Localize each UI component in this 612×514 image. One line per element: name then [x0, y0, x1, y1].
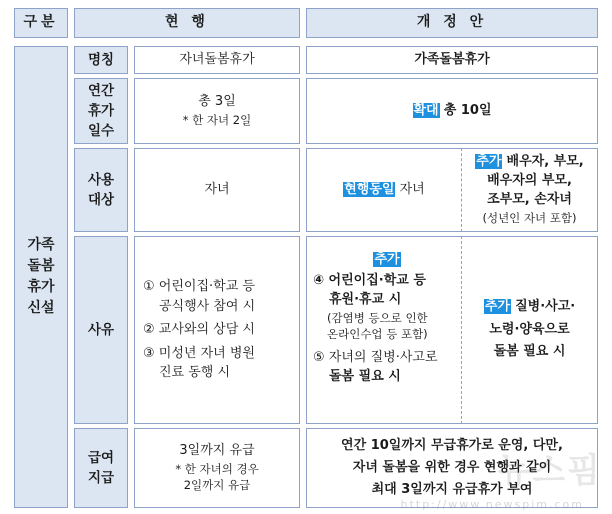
row-name-proposal-text: 가족돌봄휴가	[414, 51, 490, 67]
side-label-3: 휴가	[27, 279, 55, 295]
reason-proposal-5a: ⑤ 자녀의 질병·사고로	[313, 349, 438, 365]
reason-proposal-4d: 온라인수업 등 포함)	[327, 327, 428, 342]
row-target-right-3: 조부모, 손자녀	[487, 192, 572, 208]
row-pay-label-2: 지급	[87, 470, 115, 486]
row-name-label-text: 명칭	[87, 51, 115, 68]
reason-right-2: 노령·양육으로	[489, 321, 570, 337]
row-target-proposal-left-text: 자녀	[399, 181, 425, 197]
reason-proposal-4a: ④ 어린이집·학교 등	[313, 272, 426, 288]
pay-proposal-2: 자녀 돌봄을 위한 경우 현행과 같이	[352, 459, 552, 475]
tag-add-target: 추가	[476, 154, 502, 170]
tag-add-reason: 추가	[374, 252, 400, 267]
pay-proposal-3: 최대 3일까지 유급휴가 부여	[371, 482, 533, 498]
row-days-label-2: 휴가	[87, 102, 115, 119]
tag-add-reason-right: 추가	[484, 298, 510, 314]
row-reason-label-text: 사유	[87, 321, 115, 338]
pay-current-note1: * 한 자녀의 경우	[175, 461, 259, 476]
row-pay-current	[134, 428, 300, 508]
row-reason-proposal-left	[306, 236, 462, 424]
row-name-current	[134, 46, 300, 74]
row-reason-proposal-right	[462, 236, 598, 424]
row-days-proposal-text: 총 10일	[443, 102, 492, 118]
row-name-current-text: 자녀돌봄휴가	[179, 51, 255, 67]
reason-proposal-4c: (감염병 등으로 인한	[327, 310, 428, 325]
pay-current-note2: 2일까지 유급	[183, 478, 251, 493]
row-reason-label	[74, 236, 128, 424]
row-days-current	[134, 78, 300, 144]
header-proposal-text: 개 정 안	[416, 14, 488, 31]
row-target-right-1: 배우자, 부모,	[506, 154, 584, 170]
row-target-current	[134, 148, 300, 232]
row-name-label	[74, 46, 128, 74]
row-days-label-3: 일수	[87, 123, 115, 140]
row-pay-proposal	[306, 428, 598, 508]
reason-current-2: ② 교사와의 상담 시	[143, 322, 255, 338]
row-pay-label-1: 급여	[87, 449, 115, 466]
row-target-current-text: 자녀	[204, 181, 230, 197]
row-name-proposal	[306, 46, 598, 74]
row-days-label-1: 연간	[87, 82, 115, 99]
tag-expand: 확대	[413, 102, 439, 118]
side-label-1: 가족	[27, 237, 55, 253]
watermark-url: http://www.newspim.com	[400, 498, 584, 511]
reason-proposal-4b: 휴원·휴교 시	[329, 291, 402, 307]
row-target-right-note: (성년인 자녀 포함)	[482, 210, 577, 225]
side-label	[14, 46, 68, 508]
reason-right-3: 돌봄 필요 시	[493, 344, 566, 360]
watermark-logo: 뉴스핌	[497, 451, 602, 491]
row-target-proposal-left	[306, 148, 462, 232]
row-days-label	[74, 78, 128, 144]
header-proposal	[306, 8, 598, 38]
header-current	[74, 8, 300, 38]
reason-current-3a: ③ 미성년 자녀 병원	[143, 345, 255, 361]
row-reason-current	[134, 236, 300, 424]
tag-same: 현행동일	[344, 181, 395, 197]
row-days-current-main: 총 3일	[198, 94, 236, 110]
row-target-label	[74, 148, 128, 232]
header-category	[14, 8, 68, 38]
reason-current-3b: 진료 동행 시	[159, 365, 231, 381]
side-label-2: 돌봄	[27, 258, 55, 274]
reason-current-1a: ① 어린이집·학교 등	[143, 279, 255, 295]
side-label-4: 신설	[27, 300, 55, 316]
header-current-text: 현 행	[165, 14, 209, 31]
reason-proposal-5b: 돌봄 필요 시	[329, 368, 401, 384]
row-target-label-2: 대상	[87, 192, 115, 208]
row-days-proposal	[306, 78, 598, 144]
pay-proposal-1: 연간 10일까지 무급휴가로 운영, 다만,	[341, 437, 563, 453]
header-category-text: 구분	[23, 14, 59, 31]
row-days-current-note: * 한 자녀 2일	[182, 113, 252, 128]
row-target-proposal-right	[462, 148, 598, 232]
row-target-label-1: 사용	[87, 171, 115, 188]
reason-right-1: 질병·사고·	[515, 298, 576, 314]
pay-current-main: 3일까지 유급	[179, 442, 255, 458]
reason-current-1b: 공식행사 참여 시	[159, 298, 256, 314]
row-pay-label	[74, 428, 128, 508]
row-target-right-2: 배우자의 부모,	[487, 173, 572, 189]
